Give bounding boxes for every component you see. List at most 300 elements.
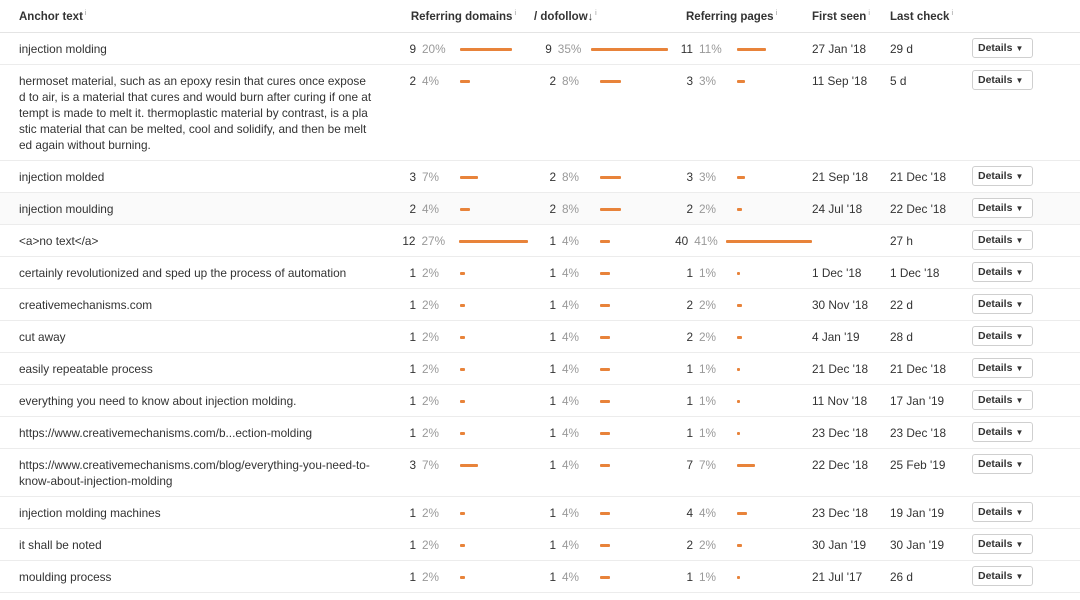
referring-domains-bar	[460, 400, 465, 403]
referring-domains-bar	[460, 576, 465, 579]
details-cell	[972, 449, 1080, 497]
dofollow-bar	[600, 272, 610, 275]
details-button[interactable]	[972, 502, 1033, 522]
referring-domains-percent: 2%	[422, 298, 440, 312]
dofollow-percent: 35%	[557, 42, 582, 56]
sort-down-arrow-icon: ↓	[587, 10, 594, 23]
last-check-value: 5 d	[890, 74, 907, 88]
col-header-actions	[972, 0, 1080, 33]
referring-pages-cell	[668, 225, 812, 257]
referring-pages-count[interactable]: 1	[686, 362, 693, 376]
referring-pages-percent: 41%	[694, 234, 718, 248]
dofollow-cell	[528, 289, 668, 321]
referring-domains-bar	[460, 176, 478, 179]
details-button[interactable]	[972, 358, 1033, 378]
referring-domains-count[interactable]: 3	[409, 170, 416, 184]
referring-domains-count[interactable]: 12	[402, 234, 416, 248]
referring-pages-percent: 2%	[699, 202, 717, 216]
anchor-text-cell	[0, 561, 380, 593]
anchor-text: injection moulding	[19, 202, 114, 216]
details-cell	[972, 289, 1080, 321]
anchor-text-cell	[0, 353, 380, 385]
first-seen-date: 21 Sep '18	[812, 170, 869, 184]
details-cell	[972, 561, 1080, 593]
referring-pages-count[interactable]: 3	[686, 74, 693, 88]
referring-pages-bar	[737, 400, 740, 403]
table-row	[0, 417, 1080, 449]
details-button[interactable]	[972, 566, 1033, 586]
referring-domains-cell	[380, 385, 528, 417]
dofollow-percent: 4%	[562, 506, 580, 520]
first-seen-cell	[812, 321, 890, 353]
first-seen-cell	[812, 385, 890, 417]
caret-down-icon: ▼	[1015, 572, 1024, 581]
details-button[interactable]	[972, 390, 1033, 410]
first-seen-date: 1 Dec '18	[812, 266, 862, 280]
dofollow-count[interactable]: 1	[549, 234, 556, 248]
details-cell	[972, 417, 1080, 449]
last-check-value: 1 Dec '18	[890, 266, 940, 280]
first-seen-cell	[812, 529, 890, 561]
referring-domains-bar	[460, 336, 465, 339]
last-check-cell	[890, 353, 972, 385]
referring-pages-count[interactable]: 40	[675, 234, 689, 248]
last-check-value: 28 d	[890, 330, 913, 344]
referring-pages-count[interactable]: 3	[686, 170, 693, 184]
dofollow-count[interactable]: 1	[549, 362, 556, 376]
dofollow-count[interactable]: 9	[545, 42, 552, 56]
referring-pages-bar	[737, 544, 742, 547]
referring-domains-cell	[380, 561, 528, 593]
details-cell	[972, 161, 1080, 193]
referring-pages-count[interactable]: 1	[686, 426, 693, 440]
anchor-text: certainly revolutionized and sped up the process of automation	[19, 266, 347, 280]
details-button[interactable]	[972, 294, 1033, 314]
table-row	[0, 33, 1080, 65]
col-header-label: Last check	[890, 10, 950, 23]
details-label: Details	[978, 234, 1013, 246]
last-check-value: 21 Dec '18	[890, 362, 947, 376]
last-check-cell	[890, 225, 972, 257]
col-header-label: / dofollow	[534, 10, 588, 23]
referring-domains-bar	[460, 544, 465, 547]
anchor-text-cell	[0, 257, 380, 289]
details-button[interactable]	[972, 166, 1033, 186]
details-label: Details	[978, 202, 1013, 214]
last-check-value: 30 Jan '19	[890, 538, 945, 552]
last-check-cell	[890, 561, 972, 593]
col-header-dofollow[interactable]	[528, 0, 668, 33]
anchor-text-cell	[0, 225, 380, 257]
last-check-value: 21 Dec '18	[890, 170, 947, 184]
referring-pages-cell	[668, 193, 812, 225]
anchor-text: injection molding	[19, 42, 107, 56]
referring-pages-bar	[737, 368, 740, 371]
referring-pages-count[interactable]: 2	[686, 202, 693, 216]
dofollow-bar	[600, 240, 610, 243]
dofollow-count[interactable]: 1	[549, 506, 556, 520]
table-row	[0, 65, 1080, 161]
referring-pages-cell	[668, 417, 812, 449]
referring-pages-cell	[668, 289, 812, 321]
referring-domains-bar	[460, 208, 470, 211]
first-seen-cell	[812, 225, 890, 257]
first-seen-cell	[812, 561, 890, 593]
anchor-text: easily repeatable process	[19, 362, 153, 376]
caret-down-icon: ▼	[1015, 300, 1024, 309]
first-seen-date: 21 Jul '17	[812, 570, 863, 584]
dofollow-cell	[528, 161, 668, 193]
referring-pages-count[interactable]: 4	[686, 506, 693, 520]
last-check-value: 25 Feb '19	[890, 458, 946, 472]
caret-down-icon: ▼	[1015, 508, 1024, 517]
referring-pages-percent: 3%	[699, 74, 717, 88]
dofollow-percent: 4%	[562, 362, 580, 376]
referring-pages-cell	[668, 353, 812, 385]
details-button[interactable]	[972, 70, 1033, 90]
referring-domains-bar	[460, 48, 512, 51]
anchor-text: https://www.creativemechanisms.com/b...ection-molding	[19, 426, 313, 440]
details-cell	[972, 65, 1080, 161]
details-label: Details	[978, 394, 1013, 406]
caret-down-icon: ▼	[1015, 540, 1024, 549]
dofollow-count[interactable]: 2	[549, 170, 556, 184]
first-seen-date: 21 Dec '18	[812, 362, 869, 376]
referring-pages-percent: 2%	[699, 330, 717, 344]
dofollow-cell	[528, 193, 668, 225]
last-check-value: 22 Dec '18	[890, 202, 947, 216]
dofollow-percent: 8%	[562, 202, 580, 216]
dofollow-count[interactable]: 2	[549, 74, 556, 88]
referring-domains-percent: 27%	[421, 234, 446, 248]
referring-domains-bar	[460, 368, 465, 371]
col-header-first-seen[interactable]	[812, 0, 890, 33]
first-seen-date: 22 Dec '18	[812, 458, 869, 472]
referring-pages-cell	[668, 561, 812, 593]
dofollow-count[interactable]: 1	[549, 394, 556, 408]
dofollow-percent: 4%	[562, 394, 580, 408]
first-seen-cell	[812, 289, 890, 321]
referring-pages-count[interactable]: 2	[686, 538, 693, 552]
dofollow-bar	[600, 464, 610, 467]
anchor-text: creativemechanisms.com	[19, 298, 153, 312]
dofollow-bar	[600, 368, 610, 371]
referring-pages-bar	[737, 304, 742, 307]
last-check-cell	[890, 161, 972, 193]
anchor-text: https://www.creativemechanisms.com/blog/everything-you-need-to-know-about-injection-molding	[19, 458, 370, 488]
dofollow-percent: 4%	[562, 426, 580, 440]
info-icon[interactable]: i	[951, 9, 954, 17]
first-seen-date: 11 Sep '18	[812, 74, 868, 88]
table-row	[0, 225, 1080, 257]
anchor-text: it shall be noted	[19, 538, 102, 552]
last-check-value: 26 d	[890, 570, 913, 584]
last-check-value: 17 Jan '19	[890, 394, 945, 408]
referring-domains-count[interactable]: 9	[409, 42, 416, 56]
first-seen-cell	[812, 417, 890, 449]
details-label: Details	[978, 170, 1013, 182]
last-check-cell	[890, 449, 972, 497]
referring-pages-bar	[737, 272, 740, 275]
referring-domains-count[interactable]: 1	[409, 506, 416, 520]
referring-pages-percent: 1%	[699, 394, 717, 408]
table-row	[0, 257, 1080, 289]
info-icon[interactable]: i	[514, 9, 516, 17]
referring-pages-bar	[737, 512, 747, 515]
dofollow-count[interactable]: 1	[549, 266, 556, 280]
details-button[interactable]	[972, 38, 1033, 58]
caret-down-icon: ▼	[1015, 364, 1024, 373]
caret-down-icon: ▼	[1015, 428, 1024, 437]
first-seen-cell	[812, 257, 890, 289]
referring-domains-percent: 7%	[422, 170, 440, 184]
referring-domains-count[interactable]: 1	[409, 298, 416, 312]
referring-pages-count[interactable]: 2	[686, 330, 693, 344]
dofollow-cell	[528, 497, 668, 529]
dofollow-percent: 4%	[562, 538, 580, 552]
referring-domains-percent: 2%	[422, 538, 440, 552]
referring-domains-count[interactable]: 1	[409, 330, 416, 344]
referring-domains-cell	[380, 321, 528, 353]
last-check-value: 22 d	[890, 298, 913, 312]
referring-domains-cell	[380, 33, 528, 65]
referring-pages-cell	[668, 65, 812, 161]
referring-domains-cell	[380, 65, 528, 161]
col-header-label: Referring pages	[686, 10, 774, 23]
dofollow-cell	[528, 257, 668, 289]
dofollow-percent: 4%	[562, 570, 580, 584]
referring-pages-count[interactable]: 1	[686, 266, 693, 280]
anchor-text-cell	[0, 289, 380, 321]
anchor-text-cell	[0, 385, 380, 417]
referring-pages-bar	[737, 48, 766, 51]
anchor-text-cell	[0, 193, 380, 225]
first-seen-date: 24 Jul '18	[812, 202, 863, 216]
dofollow-cell	[528, 225, 668, 257]
caret-down-icon: ▼	[1015, 460, 1024, 469]
dofollow-count[interactable]: 1	[549, 458, 556, 472]
dofollow-bar	[600, 304, 610, 307]
referring-pages-bar	[737, 576, 740, 579]
col-header-last-check[interactable]	[890, 0, 972, 33]
referring-pages-bar	[737, 208, 742, 211]
info-icon[interactable]: i	[595, 9, 597, 17]
details-label: Details	[978, 570, 1013, 582]
dofollow-bar	[591, 48, 668, 51]
details-label: Details	[978, 266, 1013, 278]
details-button[interactable]	[972, 230, 1033, 250]
dofollow-bar	[600, 512, 610, 515]
referring-pages-cell	[668, 385, 812, 417]
dofollow-count[interactable]: 1	[549, 570, 556, 584]
info-icon[interactable]: i	[775, 9, 778, 17]
details-label: Details	[978, 506, 1013, 518]
first-seen-cell	[812, 33, 890, 65]
referring-pages-percent: 1%	[699, 570, 717, 584]
caret-down-icon: ▼	[1015, 204, 1024, 213]
referring-domains-cell	[380, 529, 528, 561]
referring-domains-cell	[380, 353, 528, 385]
dofollow-count[interactable]: 1	[549, 426, 556, 440]
details-cell	[972, 193, 1080, 225]
referring-domains-cell	[380, 417, 528, 449]
referring-domains-percent: 2%	[422, 362, 440, 376]
dofollow-count[interactable]: 1	[549, 330, 556, 344]
referring-pages-count[interactable]: 1	[686, 394, 693, 408]
referring-domains-percent: 2%	[422, 266, 440, 280]
referring-domains-count[interactable]: 3	[409, 458, 416, 472]
caret-down-icon: ▼	[1015, 236, 1024, 245]
table-row	[0, 529, 1080, 561]
dofollow-count[interactable]: 2	[549, 202, 556, 216]
referring-pages-percent: 4%	[699, 506, 717, 520]
referring-pages-bar	[737, 176, 745, 179]
referring-pages-percent: 1%	[699, 426, 717, 440]
dofollow-cell	[528, 353, 668, 385]
details-label: Details	[978, 42, 1013, 54]
referring-domains-percent: 2%	[422, 570, 440, 584]
details-button[interactable]	[972, 198, 1033, 218]
details-label: Details	[978, 362, 1013, 374]
referring-domains-percent: 4%	[422, 202, 440, 216]
referring-pages-percent: 2%	[699, 298, 717, 312]
details-button[interactable]	[972, 454, 1033, 474]
dofollow-cell	[528, 561, 668, 593]
details-button[interactable]	[972, 534, 1033, 554]
referring-domains-cell	[380, 161, 528, 193]
referring-domains-count[interactable]: 1	[409, 538, 416, 552]
table-row	[0, 449, 1080, 497]
last-check-cell	[890, 417, 972, 449]
table-header-row	[0, 0, 1080, 33]
details-cell	[972, 33, 1080, 65]
details-cell	[972, 497, 1080, 529]
referring-domains-count[interactable]: 2	[409, 202, 416, 216]
dofollow-count[interactable]: 1	[549, 538, 556, 552]
anchor-text: everything you need to know about injection molding.	[19, 394, 297, 408]
col-header-referring-domains[interactable]	[380, 0, 528, 33]
dofollow-percent: 4%	[562, 266, 580, 280]
last-check-cell	[890, 33, 972, 65]
first-seen-cell	[812, 449, 890, 497]
referring-domains-cell	[380, 449, 528, 497]
details-label: Details	[978, 426, 1013, 438]
table-row	[0, 321, 1080, 353]
details-button[interactable]	[972, 422, 1033, 442]
dofollow-bar	[600, 80, 621, 83]
first-seen-cell	[812, 65, 890, 161]
dofollow-cell	[528, 529, 668, 561]
table-row	[0, 385, 1080, 417]
referring-pages-bar	[737, 432, 740, 435]
referring-domains-count[interactable]: 1	[409, 570, 416, 584]
first-seen-date: 23 Dec '18	[812, 506, 869, 520]
referring-domains-percent: 20%	[422, 42, 446, 56]
referring-pages-percent: 1%	[699, 266, 717, 280]
referring-domains-cell	[380, 497, 528, 529]
referring-pages-count[interactable]: 7	[686, 458, 693, 472]
referring-pages-percent: 1%	[699, 362, 717, 376]
last-check-value: 27 h	[890, 234, 913, 248]
details-cell	[972, 257, 1080, 289]
col-header-label: Referring domains	[410, 10, 513, 23]
last-check-cell	[890, 289, 972, 321]
referring-domains-cell	[380, 289, 528, 321]
referring-domains-count[interactable]: 1	[409, 426, 416, 440]
referring-pages-percent: 2%	[699, 538, 717, 552]
dofollow-cell	[528, 385, 668, 417]
dofollow-percent: 8%	[562, 170, 580, 184]
dofollow-cell	[528, 321, 668, 353]
caret-down-icon: ▼	[1015, 76, 1024, 85]
last-check-cell	[890, 257, 972, 289]
info-icon[interactable]: i	[868, 9, 870, 17]
referring-domains-percent: 4%	[422, 74, 440, 88]
referring-domains-cell	[380, 257, 528, 289]
details-button[interactable]	[972, 326, 1033, 346]
first-seen-cell	[812, 353, 890, 385]
details-label: Details	[978, 538, 1013, 550]
anchor-text-cell	[0, 497, 380, 529]
dofollow-bar	[600, 432, 610, 435]
referring-pages-bar	[737, 464, 755, 467]
referring-pages-count[interactable]: 2	[686, 298, 693, 312]
dofollow-bar	[600, 336, 610, 339]
anchor-text: <a>no text</a>	[19, 234, 99, 248]
referring-domains-bar	[460, 80, 470, 83]
referring-pages-count[interactable]: 11	[680, 42, 693, 56]
first-seen-date: 11 Nov '18	[812, 394, 868, 408]
referring-domains-percent: 7%	[422, 458, 440, 472]
col-header-anchor-text[interactable]	[0, 0, 380, 33]
caret-down-icon: ▼	[1015, 172, 1024, 181]
caret-down-icon: ▼	[1015, 332, 1024, 341]
first-seen-date: 30 Jan '19	[812, 538, 867, 552]
first-seen-date: 23 Dec '18	[812, 426, 869, 440]
referring-pages-percent: 7%	[699, 458, 717, 472]
table-row	[0, 193, 1080, 225]
referring-pages-bar	[737, 336, 742, 339]
anchor-text-cell	[0, 449, 380, 497]
anchor-text: hermoset material, such as an epoxy resin that cures once exposed to air, is a material that cures and would burn after curing if one attempt is made to melt it. thermoplastic material by contrast, is a plastic material that can be melted, cool and solidify, and then be melted again without burning.	[19, 74, 372, 152]
referring-domains-count[interactable]: 2	[409, 74, 416, 88]
referring-domains-bar	[460, 464, 478, 467]
dofollow-bar	[600, 208, 621, 211]
first-seen-date: 4 Jan '19	[812, 330, 860, 344]
referring-domains-count[interactable]: 1	[409, 266, 416, 280]
col-header-referring-pages[interactable]	[668, 0, 812, 33]
referring-domains-bar	[460, 272, 465, 275]
referring-domains-count[interactable]: 1	[409, 394, 416, 408]
anchor-text-cell	[0, 321, 380, 353]
details-button[interactable]	[972, 262, 1033, 282]
anchor-text-cell	[0, 417, 380, 449]
referring-pages-percent: 11%	[699, 42, 722, 56]
details-label: Details	[978, 298, 1013, 310]
dofollow-bar	[600, 544, 610, 547]
anchor-text-cell	[0, 65, 380, 161]
last-check-cell	[890, 193, 972, 225]
anchor-text-cell	[0, 161, 380, 193]
dofollow-count[interactable]: 1	[549, 298, 556, 312]
referring-domains-cell	[380, 225, 528, 257]
dofollow-percent: 8%	[562, 74, 580, 88]
referring-pages-count[interactable]: 1	[686, 570, 693, 584]
info-icon[interactable]: i	[84, 9, 87, 17]
anchor-text-cell	[0, 33, 380, 65]
referring-domains-count[interactable]: 1	[409, 362, 416, 376]
dofollow-cell	[528, 33, 668, 65]
